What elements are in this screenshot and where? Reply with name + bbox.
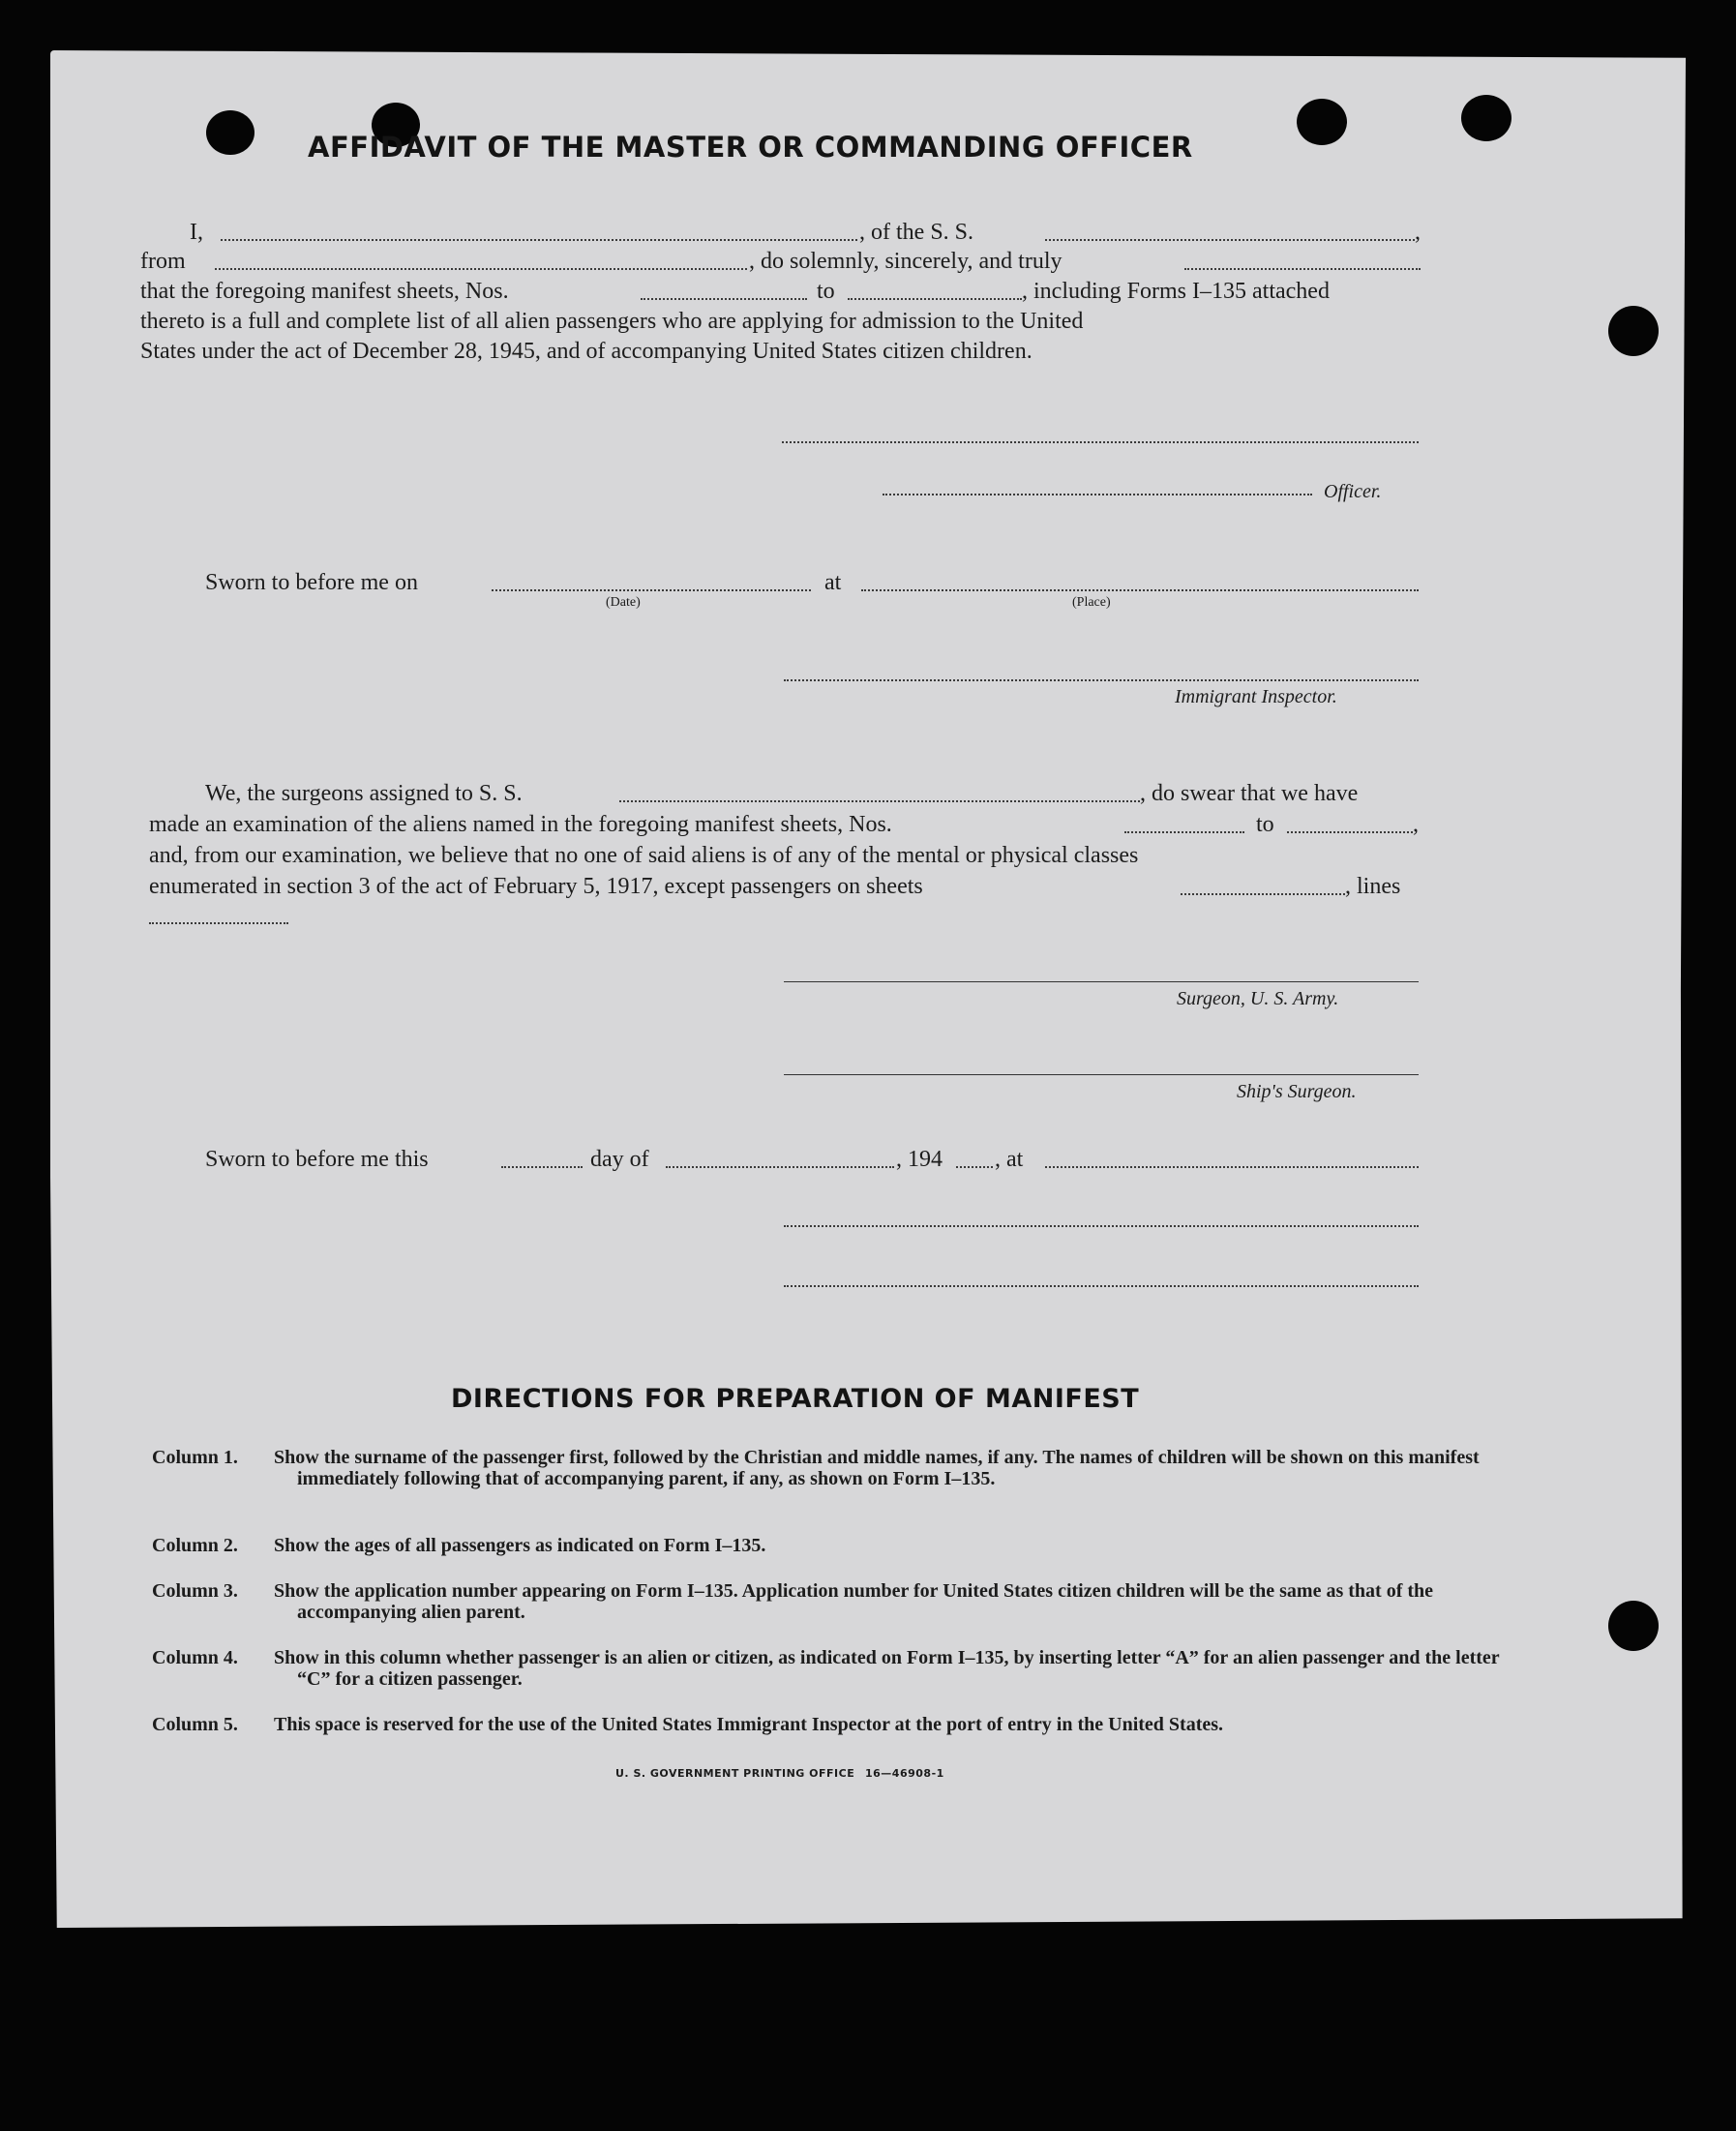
ship-name-field[interactable] [1045,239,1415,241]
inspector-signature-field[interactable] [784,679,1419,681]
surgeons-sheet-from-field[interactable] [1124,831,1244,833]
affidavit-line-3-end: , including Forms I–135 attached [1022,279,1330,304]
sworn2-year-field[interactable] [956,1166,993,1168]
oath-word-field[interactable] [1184,268,1421,270]
punch-hole [1297,99,1347,145]
sworn-date-field[interactable] [492,589,811,591]
surgeons-line-2-start: made an examination of the aliens named in the foregoing manifest sheets, Nos. [149,812,892,837]
column-5-text: This space is reserved for the use of the United States Immigrant Inspector at the port of entry in the United States. [274,1714,1224,1735]
affidavit-line-1-mid: , of the S. S. [859,220,974,245]
date-label: (Date) [606,595,641,610]
place-label: (Place) [1072,595,1111,610]
column-4-label: Column 4. [152,1647,238,1668]
column-2-text: Show the ages of all passengers as indicated on Form I–135. [274,1535,766,1556]
sworn2-start: Sworn to before me this [205,1147,429,1172]
affidavit-line-2-mid: , do solemnly, sincerely, and truly [749,249,1063,274]
surgeons-line-4-end: , lines [1345,874,1401,899]
immigrant-inspector-label: Immigrant Inspector. [1175,686,1337,707]
affidavit-line-3-start: that the foregoing manifest sheets, Nos. [140,279,509,304]
affidavit-title: AFFIDAVIT OF THE MASTER OR COMMANDING OFFICER [308,131,1193,164]
surgeons-line-3: and, from our examination, we believe that no one of said aliens is of any of the mental or physical classes [149,843,1139,868]
surgeons-line-1-end: , do swear that we have [1140,781,1359,806]
sheet-no-to-field[interactable] [848,298,1022,300]
affidavit-line-1-end: , [1415,220,1421,245]
surgeons-line-1-start: We, the surgeons assigned to S. S. [205,781,523,806]
sworn-place-field[interactable] [861,589,1419,591]
officer-signature-field[interactable] [782,441,1419,443]
surgeons-line-2-end: , [1413,812,1419,837]
sheet-no-from-field[interactable] [641,298,807,300]
except-sheets-field[interactable] [1181,893,1345,895]
army-surgeon-signature-field[interactable] [784,981,1419,982]
officer-title-field[interactable] [883,494,1312,495]
affidavit-line-2-start: from [140,249,186,274]
column-4-text: Show in this column whether passenger is an alien or citizen, as indicated on Form I–135, by inserting letter “A” for an alien passenger and the letter “C” for a citizen passenger. [274,1647,1500,1690]
printer-imprint: U. S. GOVERNMENT PRINTING OFFICE [615,1767,855,1780]
master-name-field[interactable] [221,239,857,241]
sworn2-year-prefix: , 194 [896,1147,943,1172]
punch-hole [1461,95,1512,141]
sworn-before-on: Sworn to before me on [205,570,418,595]
except-lines-field[interactable] [149,922,288,924]
sworn2-day-of: day of [590,1147,649,1172]
punch-hole [1608,1601,1659,1651]
column-1-label: Column 1. [152,1447,238,1468]
surgeons-line-2-to: to [1256,812,1274,837]
affidavit-line-1-start: I, [190,220,203,245]
surgeons-sheet-to-field[interactable] [1287,831,1413,833]
army-surgeon-label: Surgeon, U. S. Army. [1177,988,1339,1009]
affidavit-line-4: thereto is a full and complete list of all alien passengers who are applying for admission to the United [140,309,1084,334]
column-5-label: Column 5. [152,1714,238,1735]
sworn2-place-field[interactable] [1045,1166,1419,1168]
punch-hole [1608,306,1659,356]
sworn-at: at [824,570,842,595]
ship-surgeon-signature-field[interactable] [784,1074,1419,1075]
column-3-label: Column 3. [152,1580,238,1602]
surgeons-ship-field[interactable] [619,800,1140,802]
column-3-text: Show the application number appearing on Form I–135. Application number for United States citizen children will be the same as that of the accompanying alien parent. [274,1580,1434,1623]
sworn2-month-field[interactable] [666,1166,894,1168]
directions-title: DIRECTIONS FOR PREPARATION OF MANIFEST [451,1384,1140,1414]
column-1-text: Show the surname of the passenger first, followed by the Christian and middle names, if any. The names of children will be shown on this manifest immediately following that of accompanying parent, if any, as shown on Form I–135. [274,1447,1480,1489]
ship-surgeon-label: Ship's Surgeon. [1237,1081,1357,1102]
sworn2-signature-field[interactable] [784,1225,1419,1227]
affidavit-line-5: States under the act of December 28, 1945, and of accompanying United States citizen children. [140,339,1033,364]
form-code: 16—46908-1 [865,1767,944,1780]
sworn2-title-field[interactable] [784,1285,1419,1287]
punch-hole [206,110,254,155]
affidavit-line-3-to: to [817,279,835,304]
column-2-label: Column 2. [152,1535,238,1556]
officer-label: Officer. [1324,481,1382,502]
sworn2-at: , at [995,1147,1024,1172]
surgeons-line-4-start: enumerated in section 3 of the act of February 5, 1917, except passengers on sheets [149,874,923,899]
sworn2-day-field[interactable] [501,1166,583,1168]
from-port-field[interactable] [215,268,747,270]
